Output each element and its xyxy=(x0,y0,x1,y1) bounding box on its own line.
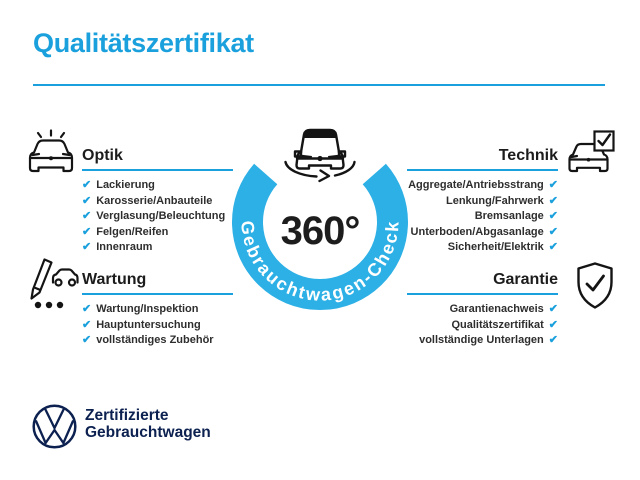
page-title: Qualitätszertifikat xyxy=(33,28,254,58)
title-divider xyxy=(33,84,605,86)
section-optik xyxy=(82,147,233,258)
checklist-item xyxy=(407,304,558,315)
checklist-item xyxy=(82,211,233,222)
section-wartung-title: Wartung xyxy=(82,271,147,288)
check-icon: ✔ xyxy=(82,303,92,315)
section-technik xyxy=(407,147,558,258)
item-label: Karosserie/Anbauteile xyxy=(96,194,213,207)
rotating-car-icon xyxy=(282,125,358,183)
check-icon: ✔ xyxy=(82,241,92,253)
footer-brand-text xyxy=(85,407,211,441)
item-label: Hauptuntersuchung xyxy=(96,318,201,331)
item-label: Felgen/Reifen xyxy=(96,225,169,238)
checklist-item xyxy=(82,227,233,238)
footer-brand-line2: Gebrauchtwagen xyxy=(85,424,211,441)
checklist-item xyxy=(82,304,233,315)
vw-logo xyxy=(31,403,78,450)
check-icon: ✔ xyxy=(548,241,558,253)
checklist-item xyxy=(407,227,558,238)
service-checklist-icon xyxy=(25,255,79,311)
footer-brand-line1: Zertifizierte xyxy=(85,407,169,424)
section-technik-list xyxy=(407,180,558,253)
checklist-item xyxy=(407,211,558,222)
section-optik-list xyxy=(82,180,233,253)
check-icon: ✔ xyxy=(548,194,558,207)
degree-label: 360° xyxy=(280,209,360,253)
item-label: vollständiges Zubehör xyxy=(96,334,214,346)
item-label: Lackierung xyxy=(96,179,155,191)
checklist-item xyxy=(82,180,233,191)
check-icon: ✔ xyxy=(548,318,558,331)
section-garantie xyxy=(407,271,558,351)
check-icon: ✔ xyxy=(548,210,558,222)
section-garantie-rule xyxy=(407,293,558,295)
ring-curved-label: Gebrauchtwagen-Check xyxy=(237,219,403,305)
check-icon: ✔ xyxy=(82,210,92,222)
shield-check-icon xyxy=(575,261,615,311)
car-checkbox-icon xyxy=(566,129,616,177)
section-technik-title: Technik xyxy=(498,147,558,164)
section-wartung xyxy=(82,271,233,351)
checklist-item xyxy=(82,242,233,253)
section-optik-rule xyxy=(82,169,233,171)
check-icon: ✔ xyxy=(548,303,558,315)
item-label: Qualitätszertifikat xyxy=(451,318,544,331)
checklist-item xyxy=(82,196,233,207)
item-label: Aggregate/Antriebsstrang xyxy=(408,179,544,191)
check-icon: ✔ xyxy=(82,225,92,238)
item-label: Innenraum xyxy=(96,241,153,253)
item-label: Verglasung/Beleuchtung xyxy=(96,210,226,222)
check-icon: ✔ xyxy=(82,179,92,191)
check-icon: ✔ xyxy=(82,318,92,331)
section-garantie-list xyxy=(407,304,558,346)
checklist-item xyxy=(407,196,558,207)
check-icon: ✔ xyxy=(548,334,558,346)
checklist-item xyxy=(82,335,233,346)
check-icon: ✔ xyxy=(82,334,92,346)
check-icon: ✔ xyxy=(548,225,558,238)
checklist-item xyxy=(407,180,558,191)
section-garantie-title: Garantie xyxy=(493,271,558,288)
item-label: vollständige Unterlagen xyxy=(419,334,544,346)
section-optik-title: Optik xyxy=(82,147,123,164)
checklist-item xyxy=(407,320,558,331)
check-icon: ✔ xyxy=(82,194,92,207)
car-shine-icon xyxy=(25,127,77,179)
checklist-item xyxy=(407,335,558,346)
item-label: Wartung/Inspektion xyxy=(96,303,199,315)
check-icon: ✔ xyxy=(548,179,558,191)
item-label: Sicherheit/Elektrik xyxy=(447,241,544,253)
checklist-item xyxy=(82,320,233,331)
section-wartung-rule xyxy=(82,293,233,295)
item-label: Unterboden/Abgasanlage xyxy=(410,225,544,238)
checklist-item xyxy=(407,242,558,253)
item-label: Bremsanlage xyxy=(474,210,544,222)
item-label: Garantienachweis xyxy=(449,303,544,315)
item-label: Lenkung/Fahrwerk xyxy=(445,194,544,207)
section-wartung-list xyxy=(82,304,233,346)
section-technik-rule xyxy=(407,169,558,171)
